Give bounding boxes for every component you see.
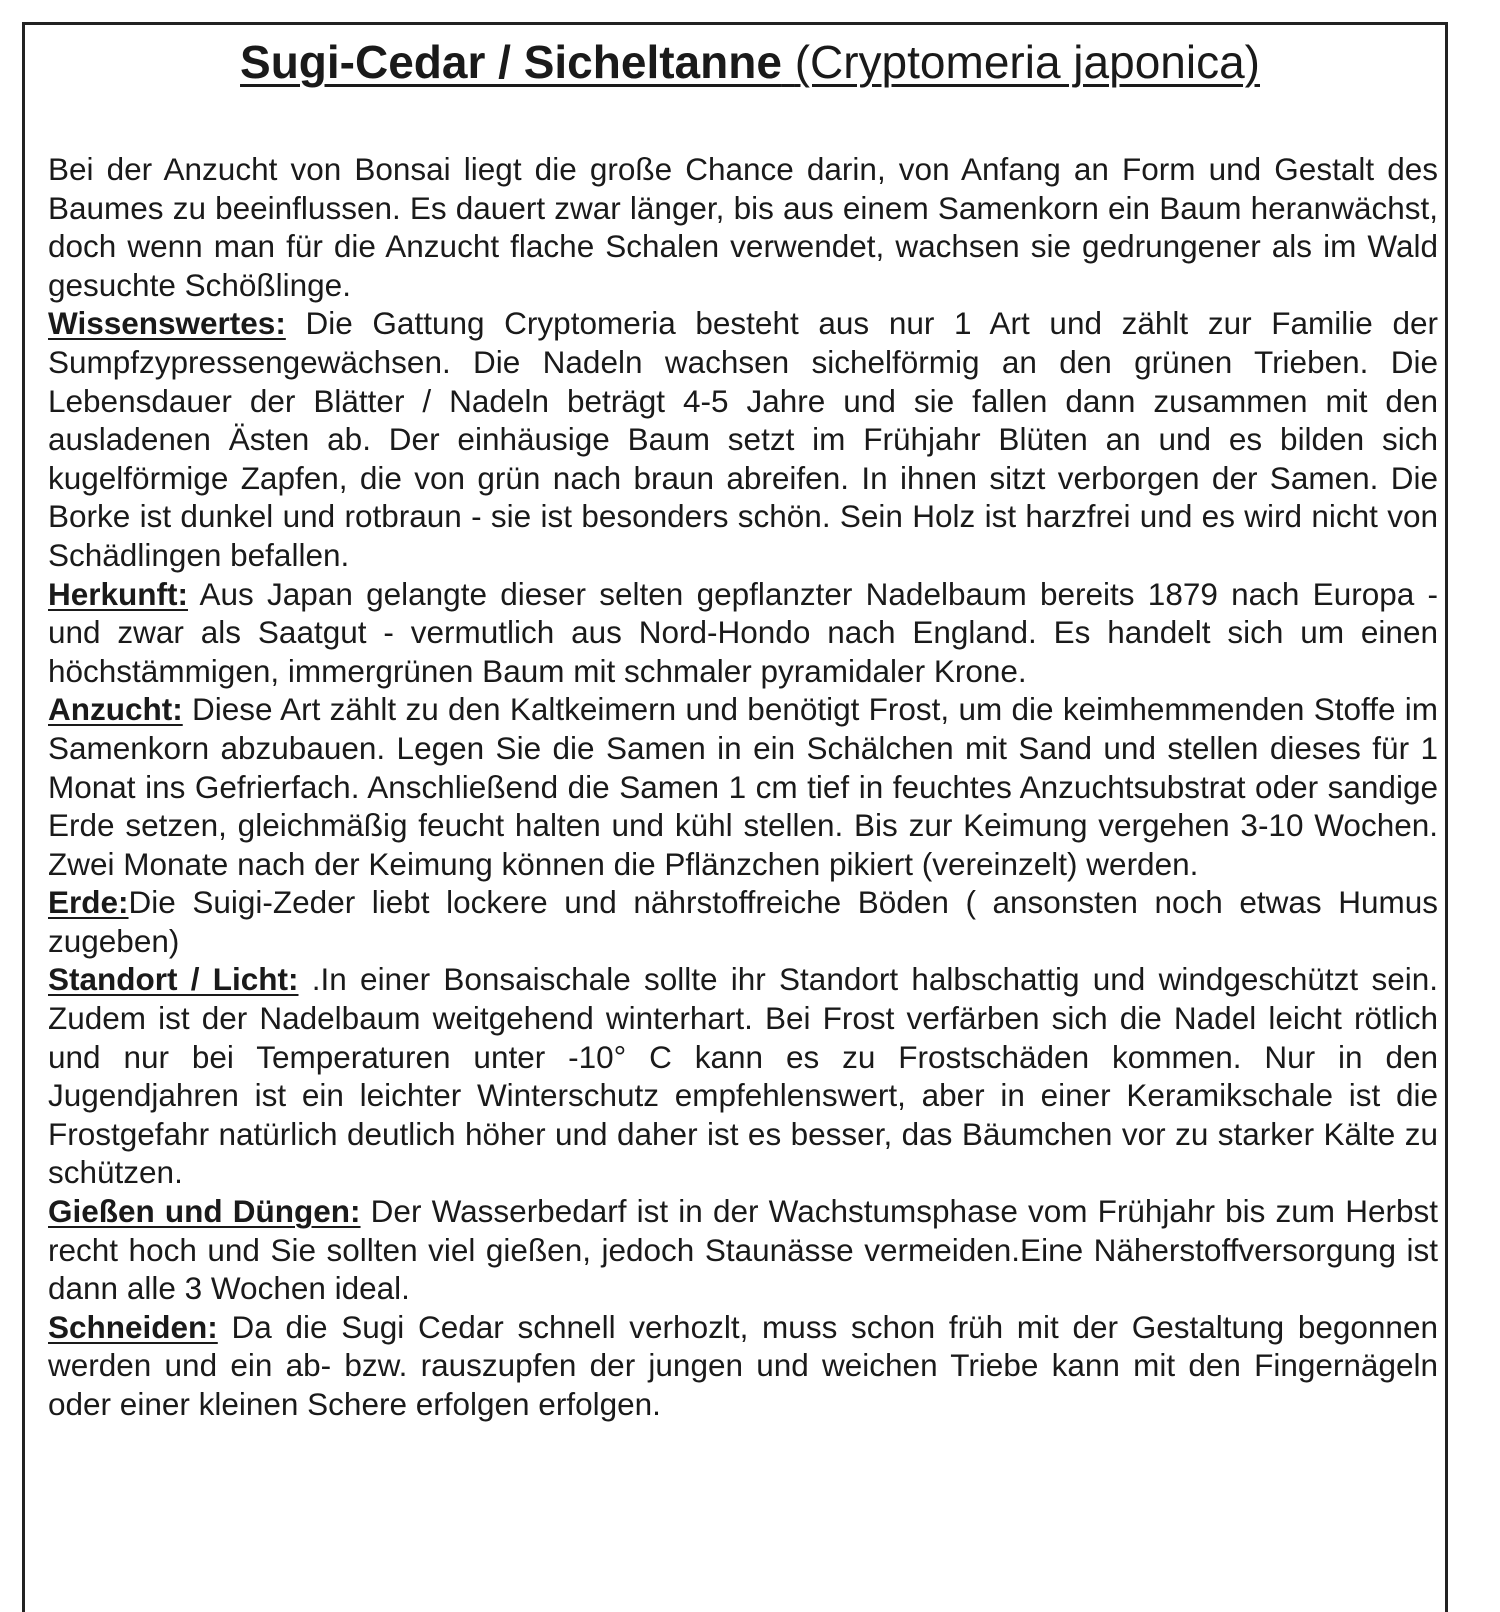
section-text: Aus Japan gelangte dieser selten gepflanzter Nadelbaum bereits 1879 nach Europa - und zwar als Saatgut - vermutlich aus Nord-Hondo nach England. Es handelt sich um einen höchstämmigen, immergrünen Baum mit schmaler pyramidaler Krone. [48,575,1438,689]
section-herkunft [48,575,1438,691]
document-body [48,150,1438,1424]
section-wissenswertes [48,304,1438,574]
section-heading: Herkunft: [48,575,188,612]
section-schneiden [48,1308,1438,1424]
section-giessen-duengen [48,1192,1438,1308]
section-heading: Anzucht: [48,691,183,728]
section-heading: Gießen und Düngen: [48,1193,361,1230]
section-text: Da die Sugi Cedar schnell verhozlt, muss schon früh mit der Gestaltung begonnen werden und ein ab- bzw. rauszupfen der jungen und weichen Triebe kann mit den Fingernägeln oder einer kleinen Schere erfolgen erfolgen. [48,1308,1438,1422]
section-text: Die Gattung Cryptomeria besteht aus nur 1 Art und zählt zur Familie der Sumpfzypressengewächsen. Die Nadeln wachsen sichelförmig an den grünen Trieben. Die Lebensdauer der Blätter / Nadeln beträgt 4-5 Jahre und sie fallen dann zusammen mit den ausladenen Ästen ab. Der einhäusige Baum setzt im Frühjahr Blüten an und es bilden sich kugelförmige Zapfen, die von grün nach braun abreifen. In ihnen sitzt verborgen der Samen. Die Borke ist dunkel und rotbraun - sie ist besonders schön. Sein Holz ist harzfrei und es wird nicht von Schädlingen befallen. [48,305,1438,573]
section-standort-licht [48,960,1438,1192]
section-erde [48,883,1438,960]
section-text: .In einer Bonsaischale sollte ihr Standort halbschattig und windgeschützt sein. Zudem ist der Nadelbaum weitgehend winterhart. Bei Frost verfärben sich die Nadel leicht rötlich und nur bei Temperaturen unter -10° C kann es zu Frostschäden kommen. Nur in den Jugendjahren ist ein leichter Winterschutz empfehlenswert, aber in einer Keramikschale ist die Frostgefahr natürlich deutlich höher und daher ist es besser, das Bäumchen vor zu starker Kälte zu schützen. [48,961,1438,1191]
section-text: Der Wasserbedarf ist in der Wachstumsphase vom Frühjahr bis zum Herbst recht hoch und Sie sollten viel gießen, jedoch Staunässe vermeiden.Eine Näherstoffversorgung ist dann alle 3 Wochen ideal. [48,1193,1438,1307]
title-latin-name [782,36,1260,88]
document-title [0,34,1500,90]
title-latin-text: (Cryptomeria japonica) [794,36,1260,88]
section-text: Diese Art zählt zu den Kaltkeimern und benötigt Frost, um die keimhemmenden Stoffe im Samenkorn abzubauen. Legen Sie die Samen in ein Schälchen mit Sand und stellen dieses für 1 Monat ins Gefrierfach. Anschließend die Samen 1 cm tief in feuchtes Anzuchtsubstrat oder sandige Erde setzen, gleichmäßig feucht halten und kühl stellen. Bis zur Keimung vergehen 3-10 Wochen. Zwei Monate nach der Keimung können die Pflänzchen pikiert (vereinzelt) werden. [48,691,1438,882]
section-anzucht [48,690,1438,883]
section-text: Die Suigi-Zeder liebt lockere und nährstoffreiche Böden ( ansonsten noch etwas Humus zugeben) [48,884,1438,959]
section-heading: Schneiden: [48,1308,218,1345]
intro-paragraph: Bei der Anzucht von Bonsai liegt die große Chance darin, von Anfang an Form und Gestalt des Baumes zu beeinflussen. Es dauert zwar länger, bis aus einem Samenkorn ein Baum heranwächst, doch wenn man für die Anzucht flache Schalen verwendet, wachsen sie gedrungener als im Wald gesuchte Schößlinge. [48,151,1438,303]
section-heading: Standort / Licht: [48,961,299,998]
title-main: Sugi-Cedar / Sicheltanne [240,36,782,88]
section-heading: Wissenswertes: [48,305,286,342]
section-heading: Erde: [48,884,129,921]
